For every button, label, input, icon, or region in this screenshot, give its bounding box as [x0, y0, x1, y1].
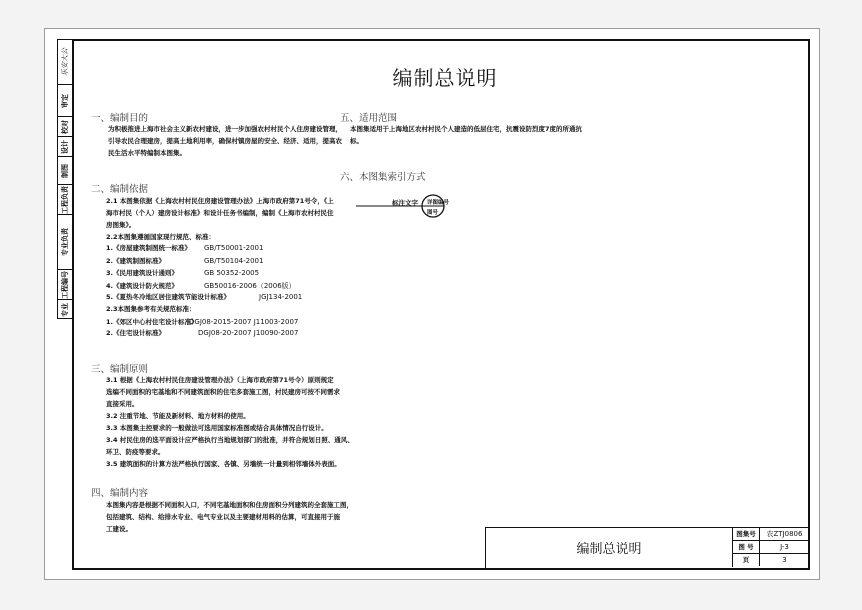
sidebar-cell — [58, 215, 72, 270]
standard-code: GB/T50001-2001 — [204, 244, 264, 252]
sidebar-cell — [58, 157, 72, 185]
text-line: 直接采用。 — [106, 400, 139, 408]
section-heading: 五、适用范围 — [340, 113, 398, 124]
standard-code: GB/T50104-2001 — [204, 257, 264, 265]
text-line: 3.2 注重节地、节能及新材料、地方材料的使用。 — [106, 412, 250, 420]
section-heading: 六、本图集索引方式 — [340, 172, 426, 183]
marker-top-text: 详图编号 — [427, 200, 450, 206]
section-body — [108, 123, 342, 159]
sidebar-cell — [58, 300, 72, 319]
sidebar-text: 专业负责 — [61, 228, 69, 256]
section-heading: 三、编制原则 — [91, 364, 149, 375]
text-line: 2.3本图集参考有关规范标准： — [106, 305, 196, 313]
sidebar-cell — [58, 137, 72, 157]
title-block-label: 图集号 — [733, 528, 760, 540]
section-body — [350, 123, 582, 147]
sidebar-cell — [58, 185, 72, 215]
standard-name: 5.《夏热冬冷地区居住建筑节能设计标准》 — [106, 293, 230, 301]
title-block-value: 3 — [782, 556, 787, 564]
text-line: 2.2本图集遵循国家现行规范、标准： — [106, 233, 216, 241]
sidebar-text: 工程负责 — [61, 185, 69, 214]
title-block-row — [733, 528, 809, 541]
sidebar-cell — [58, 40, 72, 85]
text-line: 环卫、防疫等要求。 — [106, 448, 165, 456]
text-line: 3.1 根据《上海农村村民住房建设管理办法》（上海市政府第71号令）原则规定 — [106, 376, 334, 384]
title-block-value: J-3 — [780, 543, 789, 551]
text-line: 本图集内容是根据不同面积入口，不同宅基地面积和住房面积分列建筑的全套施工图， — [106, 501, 353, 509]
section-heading: 二、编制依据 — [91, 184, 149, 195]
standard-name: 4.《建筑设计防火规范》 — [106, 282, 178, 290]
title-block — [485, 527, 808, 568]
text-line: 为积极推进上海市社会主义新农村建设，进一步加强农村村民个人住房建设管理， — [108, 125, 342, 133]
section-heading: 四、编制内容 — [91, 488, 149, 499]
sidebar-text: 设计 — [61, 139, 69, 154]
text-line: 3.4 村民住房的选平面设计应严格执行当地规划部门的批准，并符合规划日照、通风、 — [106, 436, 354, 444]
title-block-title: 编制总说明 — [486, 528, 733, 567]
standard-code: GB50016-2006（2006版） — [204, 282, 296, 290]
text-line: 选编不同面积的宅基地和不同建筑面积的住宅多套施工图，村民建房可按不同需求 — [106, 388, 340, 396]
text-line: 3.3 本图集主控要求的一般做法可选用国家标准图或结合具体情况自行设计。 — [106, 424, 328, 432]
sidebar-text: 专业 — [61, 302, 69, 317]
title-block-row — [733, 541, 809, 554]
section-body — [106, 499, 353, 535]
title-block-label: 页 — [733, 554, 760, 566]
text-line: 房图集》。 — [106, 221, 136, 229]
standard-name: 1.《房屋建筑制图统一标准》 — [106, 244, 191, 252]
page-title: 编制总说明 — [392, 66, 498, 90]
standard-code: GB 50352-2005 — [204, 269, 260, 277]
text-line: 包括建筑、结构、给排水专业、电气专业以及主要建材用料的估算，可直接用于施 — [106, 513, 340, 521]
standard-code: JGJ134-2001 — [259, 293, 303, 301]
text-line: 标。 — [350, 137, 363, 145]
standard-name: 2.《建筑制图标准》 — [106, 257, 165, 265]
text-line: 本图集适用于上海地区农村村民个人建造的低层住宅，抗震设防烈度7度的所通抗 — [350, 125, 583, 133]
standard-name: 3.《民用建筑设计通则》 — [106, 269, 178, 277]
section-heading: 一、编制目的 — [91, 113, 149, 124]
marker-bottom-text: 图号 — [427, 210, 439, 216]
marker-label: 标注文字 — [392, 199, 418, 207]
sidebar-cell — [58, 85, 72, 117]
sidebar-text: 审定 — [61, 93, 69, 108]
section-body — [106, 195, 334, 243]
standard-name: 2.《住宅设计标准》 — [106, 329, 165, 337]
sidebar-text: 制图 — [61, 163, 69, 178]
sidebar-cell — [58, 270, 72, 300]
standard-code: DGJ08-20-2007 J10090-2007 — [198, 329, 299, 337]
text-line: 工建设。 — [106, 525, 132, 533]
signature-sidebar — [57, 39, 72, 319]
text-line: 3.5 建筑面积的计算方法严格执行国家、各镇、另墙统一计量到相邻墙体外表面。 — [106, 460, 341, 468]
text-line: 2.1 本图集依据《上海农村村民住房建设管理办法》上海市政府第71号令，《上 — [106, 197, 334, 205]
title-block-row — [733, 554, 809, 567]
text-line: 海市村民（个人）建房设计标准》和设计任务书编制，编制《上海市农村村民住 — [106, 209, 334, 217]
text-line: 民生活水平特编制本图集。 — [108, 149, 186, 157]
sidebar-cell — [58, 117, 72, 137]
section-body — [106, 374, 354, 470]
sidebar-text: 校对 — [61, 119, 69, 134]
text-line: 引导农民合理建房，提高土地利用率，确保村镇房屋的安全、经济、适用，提高农 — [108, 137, 342, 145]
standard-name: 1.《郊区中心村住宅设计标准》 — [106, 318, 198, 326]
title-block-value: 农ZTJ0806 — [766, 530, 803, 538]
standard-code: DGJ08-2015-2007 J11003-2007 — [189, 318, 299, 326]
sidebar-text: 乐安大公 — [61, 48, 69, 76]
sidebar-text: 工程编号 — [61, 270, 69, 299]
title-block-label: 图 号 — [733, 541, 760, 553]
